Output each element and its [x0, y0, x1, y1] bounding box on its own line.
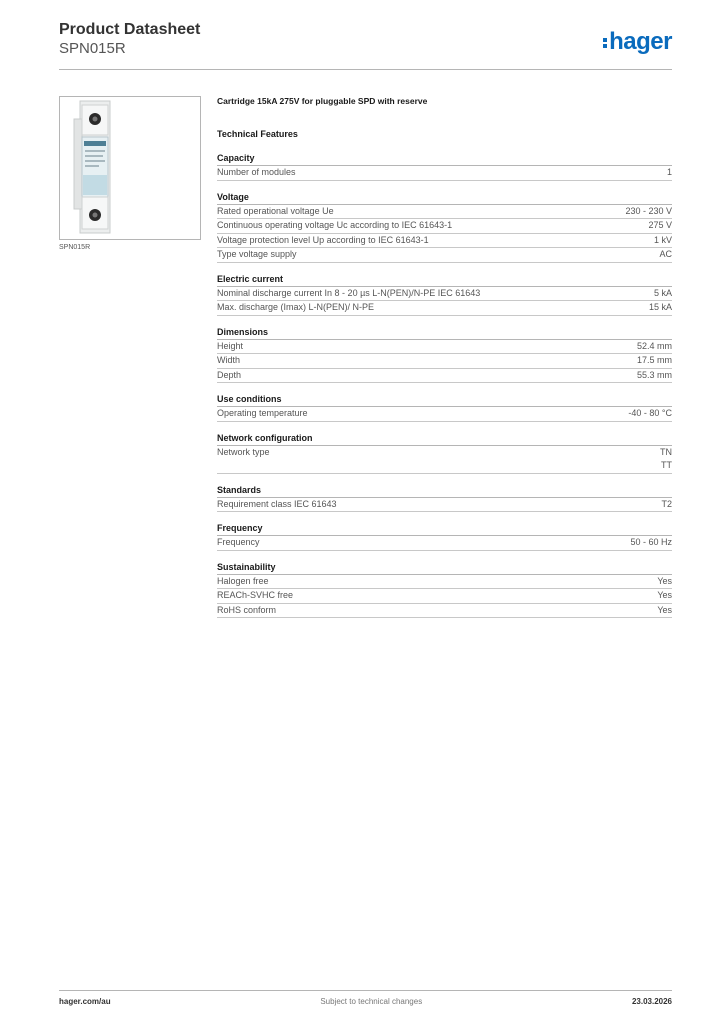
spec-section: [217, 272, 672, 316]
spec-value: 55.3 mm: [636, 369, 672, 380]
header-divider: [59, 69, 672, 70]
logo-dots-icon: [603, 36, 607, 50]
spec-section: [217, 190, 672, 263]
spec-label: RoHS conform: [217, 604, 277, 615]
spec-value: Yes: [657, 604, 672, 615]
section-title: Voltage: [217, 190, 672, 205]
spec-value: -40 - 80 °C: [628, 408, 672, 418]
section-title: Use conditions: [217, 392, 672, 407]
spec-value: 230 - 230 V: [625, 205, 672, 216]
spec-label: REACh-SVHC free: [217, 590, 294, 600]
spec-label: Frequency: [217, 537, 260, 547]
logo-text: hager: [609, 28, 672, 55]
spec-row: [217, 369, 672, 384]
section-title: Sustainability: [217, 560, 672, 575]
spec-section: [217, 151, 672, 181]
spec-value: TN TT: [660, 446, 672, 470]
spec-value: 52.4 mm: [636, 340, 672, 351]
spec-value: Yes: [657, 590, 672, 600]
datasheet-content: [217, 93, 672, 627]
spec-row: [217, 407, 672, 422]
spec-row: [217, 589, 672, 604]
spec-row: [217, 205, 672, 220]
spec-sections: [217, 151, 672, 618]
section-title: Dimensions: [217, 325, 672, 340]
spec-value: 17.5 mm: [636, 355, 672, 365]
page-header: [59, 20, 672, 70]
spec-value: 1: [666, 167, 672, 177]
section-title: Electric current: [217, 272, 672, 287]
spec-row: [217, 234, 672, 249]
spd-module-icon: [60, 97, 200, 239]
spec-section: [217, 392, 672, 422]
section-title: Network configuration: [217, 431, 672, 446]
spec-value: 1 kV: [653, 234, 672, 245]
spec-row: [217, 340, 672, 355]
spec-row: [217, 498, 672, 513]
spec-section: [217, 521, 672, 551]
spec-section: [217, 483, 672, 513]
footer-website: hager.com/au: [59, 997, 111, 1006]
spec-row: [217, 287, 672, 302]
spec-row: [217, 248, 672, 263]
spec-label: Number of modules: [217, 167, 296, 177]
section-title: Frequency: [217, 521, 672, 536]
spec-value: T2: [661, 498, 672, 509]
spec-row: [217, 536, 672, 551]
spec-row: [217, 354, 672, 369]
footer-divider: [59, 990, 672, 991]
spec-value: 50 - 60 Hz: [630, 537, 672, 547]
hager-logo: [603, 28, 672, 56]
spec-row: [217, 575, 672, 590]
image-caption: SPN015R: [59, 244, 91, 251]
spec-row: [217, 604, 672, 619]
spec-row: [217, 166, 672, 181]
spec-value: AC: [659, 249, 672, 259]
page-title: Product Datasheet: [59, 21, 201, 38]
spec-row: [217, 301, 672, 316]
footer-date: 23.03.2026: [631, 997, 672, 1006]
product-code: SPN015R: [59, 40, 126, 57]
spec-value: 5 kA: [653, 287, 672, 298]
spec-label: Max. discharge (Imax) L-N(PEN)/ N-PE: [217, 302, 375, 312]
spec-label: Operating temperature: [217, 408, 308, 418]
spec-label: Network type: [217, 446, 270, 457]
spec-label: Halogen free: [217, 575, 269, 586]
spec-label: Type voltage supply: [217, 249, 297, 259]
spec-section: [217, 325, 672, 384]
spec-value: 15 kA: [648, 302, 672, 312]
section-title: Capacity: [217, 151, 672, 166]
product-description: Cartridge 15kA 275V for pluggable SPD with reserve: [217, 96, 428, 106]
spec-label: Requirement class IEC 61643: [217, 498, 337, 509]
spec-value: 275 V: [648, 220, 672, 230]
spec-label: Height: [217, 340, 244, 351]
spec-label: Nominal discharge current In 8 - 20 µs L-N(PEN)/N-PE IEC 61643: [217, 287, 481, 298]
spec-label: Depth: [217, 369, 242, 380]
footer-note: Subject to technical changes: [320, 997, 423, 1006]
technical-features-title: Technical Features: [217, 129, 298, 139]
spec-section: [217, 560, 672, 619]
spec-label: Rated operational voltage Ue: [217, 205, 334, 216]
spec-label: Continuous operating voltage Uc according to IEC 61643-1: [217, 220, 453, 230]
spec-row: [217, 219, 672, 234]
spec-label: Voltage protection level Up according to IEC 61643-1: [217, 234, 429, 245]
section-title: Standards: [217, 483, 672, 498]
spec-label: Width: [217, 355, 241, 365]
spec-row: [217, 446, 672, 474]
spec-section: [217, 431, 672, 474]
spec-value: Yes: [657, 575, 672, 586]
page-footer: [59, 997, 672, 1006]
product-image: [59, 96, 201, 240]
